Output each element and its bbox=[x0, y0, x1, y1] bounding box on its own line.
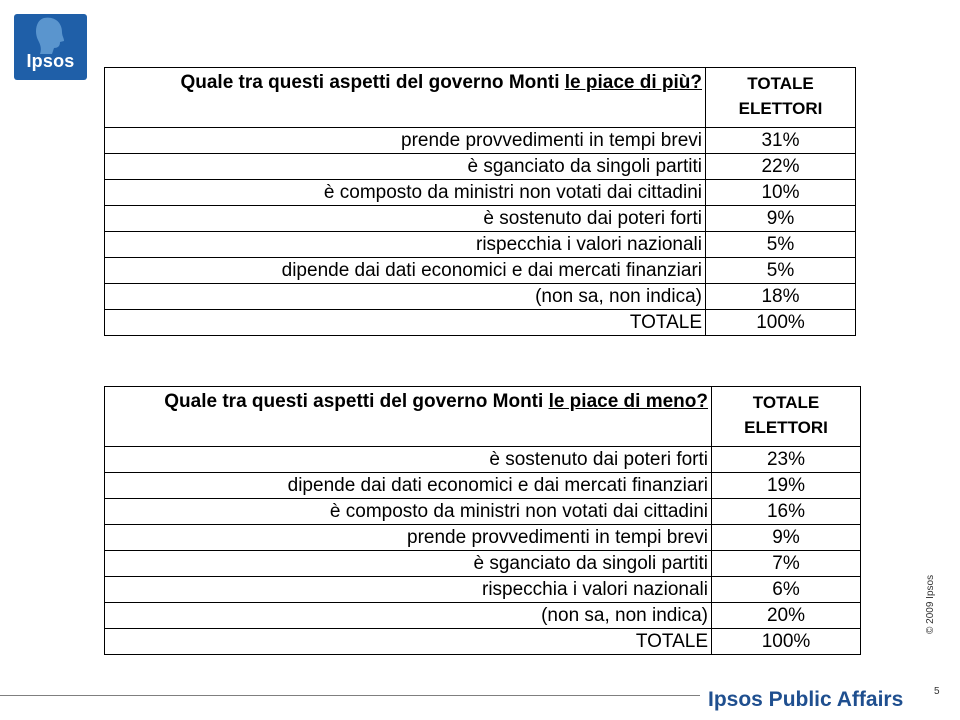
row-value: 9% bbox=[712, 525, 861, 551]
column-header: TOTALE ELETTORI bbox=[712, 387, 861, 447]
table-row bbox=[105, 577, 861, 603]
row-label: TOTALE bbox=[105, 629, 712, 655]
brand-name: Ipsos Public Affairs bbox=[708, 688, 904, 711]
table-row bbox=[105, 232, 856, 258]
survey-table-most-liked bbox=[104, 67, 856, 336]
row-label: è composto da ministri non votati dai cittadini bbox=[105, 180, 706, 206]
row-value: 18% bbox=[706, 284, 856, 310]
table-row bbox=[105, 551, 861, 577]
row-value: 16% bbox=[712, 499, 861, 525]
row-label: rispecchia i valori nazionali bbox=[105, 232, 706, 258]
row-label: è composto da ministri non votati dai cittadini bbox=[105, 499, 712, 525]
row-value: 20% bbox=[712, 603, 861, 629]
row-value: 23% bbox=[712, 447, 861, 473]
row-label: dipende dai dati economici e dai mercati finanziari bbox=[105, 473, 712, 499]
row-value: 31% bbox=[706, 128, 856, 154]
table-row bbox=[105, 525, 861, 551]
page-number: 5 bbox=[934, 686, 940, 697]
table-header-row bbox=[105, 68, 856, 128]
row-label: rispecchia i valori nazionali bbox=[105, 577, 712, 603]
question-emphasis: le piace di più? bbox=[564, 72, 702, 93]
copyright-notice: © 2009 Ipsos bbox=[925, 574, 936, 634]
table-row bbox=[105, 473, 861, 499]
row-label: è sganciato da singoli partiti bbox=[105, 154, 706, 180]
footer-divider bbox=[0, 695, 700, 696]
table-row bbox=[105, 310, 856, 336]
table-row bbox=[105, 154, 856, 180]
row-value: 9% bbox=[706, 206, 856, 232]
table-row bbox=[105, 180, 856, 206]
question-prefix: Quale tra questi aspetti del governo Monti bbox=[164, 391, 549, 412]
row-value: 19% bbox=[712, 473, 861, 499]
row-label: è sostenuto dai poteri forti bbox=[105, 447, 712, 473]
table-row bbox=[105, 629, 861, 655]
row-value: 6% bbox=[712, 577, 861, 603]
row-value: 7% bbox=[712, 551, 861, 577]
question-cell bbox=[105, 387, 712, 447]
table-row bbox=[105, 206, 856, 232]
column-header: TOTALE ELETTORI bbox=[706, 68, 856, 128]
row-value: 5% bbox=[706, 232, 856, 258]
survey-table-least-liked bbox=[104, 386, 861, 655]
table-row bbox=[105, 447, 861, 473]
logo-text: Ipsos bbox=[26, 51, 75, 71]
row-label: è sostenuto dai poteri forti bbox=[105, 206, 706, 232]
row-value: 22% bbox=[706, 154, 856, 180]
row-label: (non sa, non indica) bbox=[105, 284, 706, 310]
row-label: dipende dai dati economici e dai mercati finanziari bbox=[105, 258, 706, 284]
row-value: 10% bbox=[706, 180, 856, 206]
table-row bbox=[105, 258, 856, 284]
row-value: 5% bbox=[706, 258, 856, 284]
table2-body bbox=[105, 387, 861, 655]
table-row bbox=[105, 284, 856, 310]
row-value: 100% bbox=[712, 629, 861, 655]
question-cell bbox=[105, 68, 706, 128]
question-emphasis: le piace di meno? bbox=[548, 391, 708, 412]
question-prefix: Quale tra questi aspetti del governo Monti bbox=[180, 72, 565, 93]
table-header-row bbox=[105, 387, 861, 447]
ipsos-logo bbox=[14, 14, 87, 80]
table-row bbox=[105, 603, 861, 629]
table-row bbox=[105, 128, 856, 154]
table-row bbox=[105, 499, 861, 525]
row-value: 100% bbox=[706, 310, 856, 336]
row-label: (non sa, non indica) bbox=[105, 603, 712, 629]
table1-body bbox=[105, 68, 856, 336]
row-label: è sganciato da singoli partiti bbox=[105, 551, 712, 577]
row-label: prende provvedimenti in tempi brevi bbox=[105, 525, 712, 551]
row-label: TOTALE bbox=[105, 310, 706, 336]
row-label: prende provvedimenti in tempi brevi bbox=[105, 128, 706, 154]
